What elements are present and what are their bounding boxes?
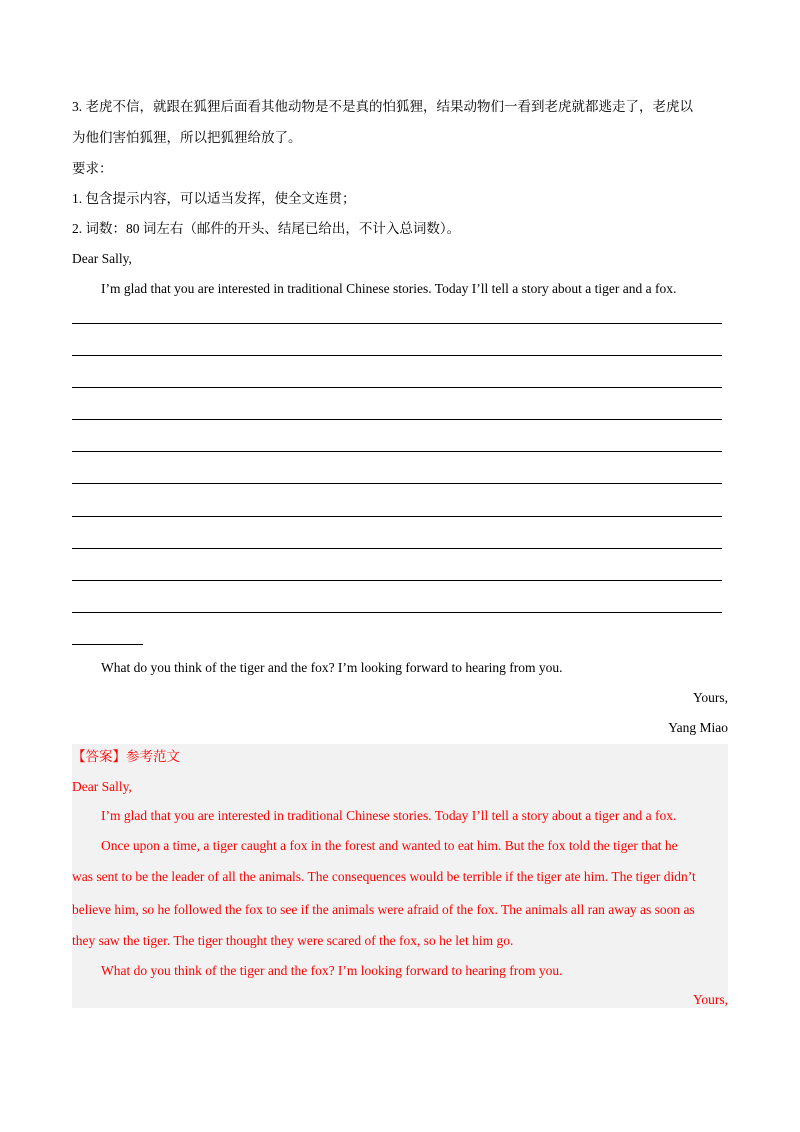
prompt-item3-line1: 3. 老虎不信，就跟在狐狸后面看其他动物是不是真的怕狐狸，结果动物们一看到老虎就都逃走了，老虎以 <box>72 99 693 114</box>
answer-body-line3: believe him, so he followed the fox to see if the animals were afraid of the fox. The animals all ran away as soon as <box>72 902 695 917</box>
requirements-label: 要求： <box>72 161 113 176</box>
writing-line-short <box>72 644 143 645</box>
writing-line <box>72 516 722 517</box>
writing-line <box>72 451 722 452</box>
answer-signoff: Yours, <box>692 992 728 1007</box>
letter-opening: I’m glad that you are interested in traditional Chinese stories. Today I’ll tell a story about a tiger and a fox. <box>101 281 677 296</box>
writing-line <box>72 483 722 484</box>
writing-line <box>72 580 722 581</box>
letter-signature: Yang Miao <box>668 720 728 735</box>
writing-line <box>72 323 722 324</box>
letter-signoff: Yours, <box>692 690 728 705</box>
letter-closing: What do you think of the tiger and the fox? I’m looking forward to hearing from you. <box>101 660 563 675</box>
answer-body-line2: was sent to be the leader of all the animals. The consequences would be terrible if the tiger ate him. The tiger didn’t <box>72 869 696 884</box>
writing-line <box>72 387 722 388</box>
answer-body-line1: Once upon a time, a tiger caught a fox in the forest and wanted to eat him. But the fox told the tiger that he <box>101 838 678 853</box>
answer-body-line4: they saw the tiger. The tiger thought they were scared of the fox, so he let him go. <box>72 933 514 948</box>
requirement-2: 2. 词数：80 词左右（邮件的开头、结尾已给出，不计入总词数）。 <box>72 221 461 236</box>
answer-closing: What do you think of the tiger and the fox? I’m looking forward to hearing from you. <box>101 963 563 978</box>
writing-line <box>72 419 722 420</box>
writing-line <box>72 612 722 613</box>
writing-line <box>72 548 722 549</box>
answer-greeting: Dear Sally, <box>72 779 132 794</box>
prompt-item3-line2: 为他们害怕狐狸，所以把狐狸给放了。 <box>72 130 302 145</box>
letter-greeting: Dear Sally, <box>72 251 132 266</box>
requirement-1: 1. 包含提示内容，可以适当发挥，使全文连贯； <box>72 191 356 206</box>
answer-opening: I’m glad that you are interested in traditional Chinese stories. Today I’ll tell a story about a tiger and a fox. <box>101 808 677 823</box>
writing-line <box>72 355 722 356</box>
answer-label: 【答案】参考范文 <box>72 749 180 764</box>
